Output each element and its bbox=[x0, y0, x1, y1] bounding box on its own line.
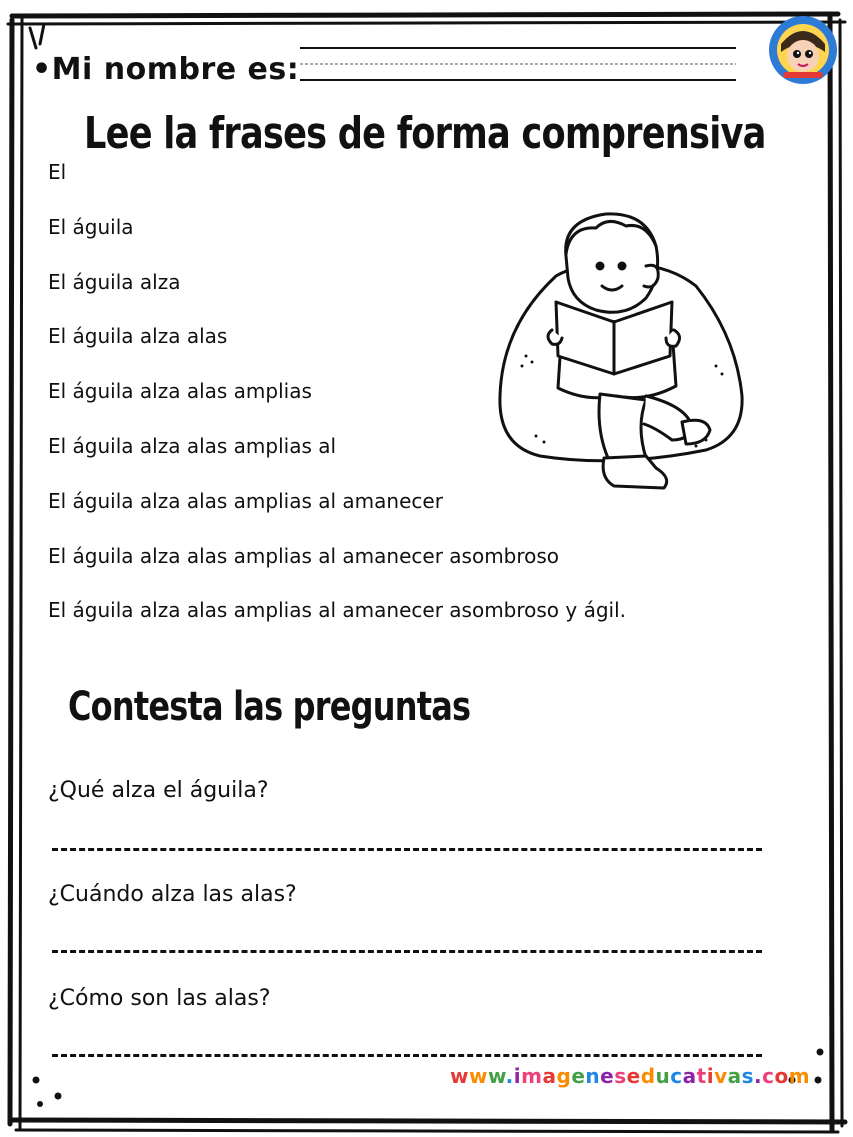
reading-boy-illustration bbox=[496, 206, 746, 494]
sentence-item: El bbox=[48, 160, 67, 184]
sentence-item: El águila alza alas amplias al amanecer bbox=[48, 488, 443, 513]
footer-url bbox=[450, 1064, 810, 1088]
question-3: ¿Cómo son las alas? bbox=[48, 986, 271, 1011]
sentence-item: El águila alza alas amplias al amanecer asombroso bbox=[48, 543, 560, 568]
answer-line-1[interactable] bbox=[52, 848, 762, 851]
sentence-item: El águila alza alas bbox=[48, 324, 228, 349]
sentence-item: El águila alza alas amplias bbox=[48, 379, 312, 404]
question-1: ¿Qué alza el águila? bbox=[48, 778, 269, 803]
sentence-item: El águila alza alas amplias al amanecer asombroso y ágil. bbox=[48, 598, 627, 623]
footer-url-text: www.imageneseducativas.com bbox=[450, 1064, 811, 1088]
sentence-item: El águila alza alas amplias al bbox=[48, 433, 337, 458]
page-title: Lee la frases de forma comprensiva bbox=[84, 108, 766, 159]
answer-line-3[interactable] bbox=[52, 1054, 762, 1057]
brand-logo-icon bbox=[767, 14, 839, 86]
sentence-item: El águila bbox=[48, 214, 134, 239]
name-label: •Mi nombre es: bbox=[32, 52, 300, 87]
answer-line-2[interactable] bbox=[52, 950, 762, 953]
name-row bbox=[32, 52, 299, 87]
section-title: Contesta las preguntas bbox=[68, 684, 471, 730]
question-2: ¿Cuándo alza las alas? bbox=[48, 882, 297, 907]
name-write-field[interactable] bbox=[300, 44, 740, 88]
sentence-item: El águila alza bbox=[48, 269, 181, 294]
